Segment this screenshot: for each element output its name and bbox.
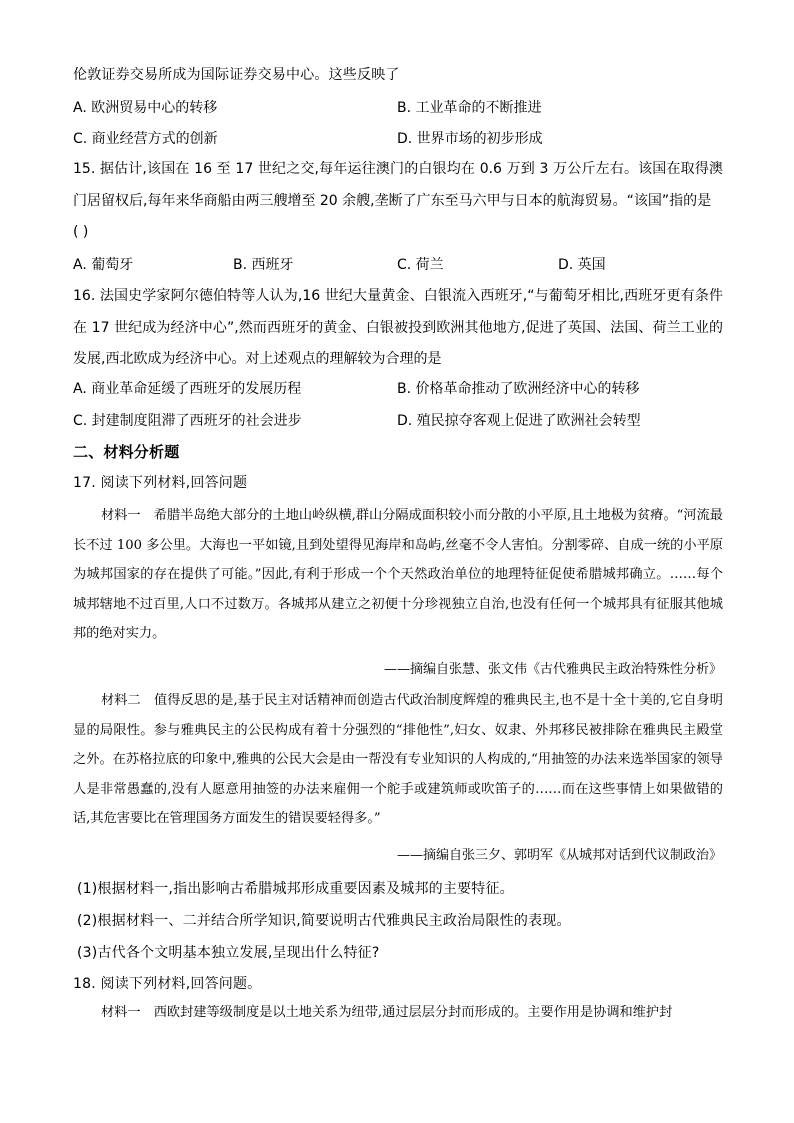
q15-answer-blank: ( ) bbox=[73, 224, 89, 240]
q16-option-c: C. 封建制度阻滞了西班牙的社会进步 bbox=[73, 413, 302, 429]
q15-option-a: A. 葡萄牙 bbox=[73, 257, 134, 273]
q14-stem-tail: 伦敦证券交易所成为国际证券交易中心。这些反映了 bbox=[73, 67, 400, 83]
q14-option-c: C. 商业经营方式的创新 bbox=[73, 131, 218, 147]
q16-stem: 16. 法国史学家阿尔德伯特等人认为,16 世纪大量黄金、白银流入西班牙,“与葡萄牙相比,西班牙更有条件在 17 世纪成为经济中心”,然而西班牙的黄金、白银被投到欧洲其他地方,促进了英国、法国、荷兰工业的发展,西北欧成为经济中心。对上述观点的理解较为合理的是 bbox=[73, 288, 723, 367]
q16-option-b: B. 价格革命推动了欧洲经济中心的转移 bbox=[397, 381, 640, 397]
q17-question-1: (1)根据材料一,指出影响古希腊城邦形成重要因素及城邦的主要特征。 bbox=[77, 881, 514, 897]
q18-material-1: 材料一 西欧封建等级制度是以土地关系为纽带,通过层层分封而形成的。主要作用是协调和维护封 bbox=[101, 1005, 673, 1020]
q18-intro: 18. 阅读下列材料,回答问题。 bbox=[73, 976, 262, 992]
q14-option-d: D. 世界市场的初步形成 bbox=[397, 131, 543, 147]
q14-option-b: B. 工业革命的不断推进 bbox=[397, 100, 542, 116]
q15-option-d: D. 英国 bbox=[558, 257, 606, 273]
q15-option-b: B. 西班牙 bbox=[233, 257, 294, 273]
q17-source-2: ——摘编自张三夕、郭明军《从城邦对话到代议制政治》 bbox=[396, 848, 722, 863]
q15-stem bbox=[73, 154, 723, 217]
q16-option-d: D. 殖民掠夺客观上促进了欧洲社会转型 bbox=[397, 413, 641, 429]
section-title: 二、材料分析题 bbox=[73, 443, 180, 461]
q17-material-1: 材料一 希腊半岛绝大部分的土地山岭纵横,群山分隔成面积较小而分散的小平原,且土地极为贫瘠。“河流最长不过 100 多公里。大海也一平如镜,且到处望得见海岸和岛屿,丝毫不令人害怕。分割零碎、自成一统的小平原为城邦国家的存在提供了可能。”因此,有利于形成一个个天然政治单位的地理特征促使希腊城邦确立。……每个城邦辖地不过百里,人口不过数万。各城邦从建立之初便十分珍视独立自治,也没有任何一个城邦具有征服其他城邦的绝对实力。 bbox=[73, 508, 723, 641]
q17-question-2: (2)根据材料一、二并结合所学知识,简要说明古代雅典民主政治局限性的表现。 bbox=[77, 913, 571, 929]
q14-option-a: A. 欧洲贸易中心的转移 bbox=[73, 100, 218, 116]
q17-question-3: (3)古代各个文明基本独立发展,呈现出什么特征? bbox=[77, 945, 380, 961]
q17-material-2: 材料二 值得反思的是,基于民主对话精神而创造古代政治制度辉煌的雅典民主,也不是十全十美的,它自身明显的局限性。参与雅典民主的公民构成有着十分强烈的“排他性”,妇女、奴隶、外邦移民被排除在雅典民主殿堂之外。在苏格拉底的印象中,雅典的公民大会是由一帮没有专业知识的人构成的,“用抽签的办法来选举国家的领导人是非常愚蠢的,没有人愿意用抽签的办法来雇佣一个舵手或建筑师或吹笛子的……而在这些事情上如果做错的话,其危害要比在管理国务方面发生的错误要轻得多。” bbox=[73, 693, 723, 826]
q17-source-1: ——摘编自张慧、张文伟《古代雅典民主政治特殊性分析》 bbox=[383, 662, 722, 677]
q15-option-c: C. 荷兰 bbox=[397, 257, 444, 273]
q15-stem-text: 15. 据估计,该国在 16 至 17 世纪之交,每年运往澳门的白银均在 0.6 万到 3 万公斤左右。该国在取得澳门居留权后,每年来华商船由两三艘增至 20 余艘,垄断了广东至马六甲与日本的航海贸易。“该国”指的是 bbox=[73, 161, 723, 209]
q16-option-a: A. 商业革命延缓了西班牙的发展历程 bbox=[73, 381, 302, 397]
q17-intro: 17. 阅读下列材料,回答问题 bbox=[73, 475, 248, 491]
